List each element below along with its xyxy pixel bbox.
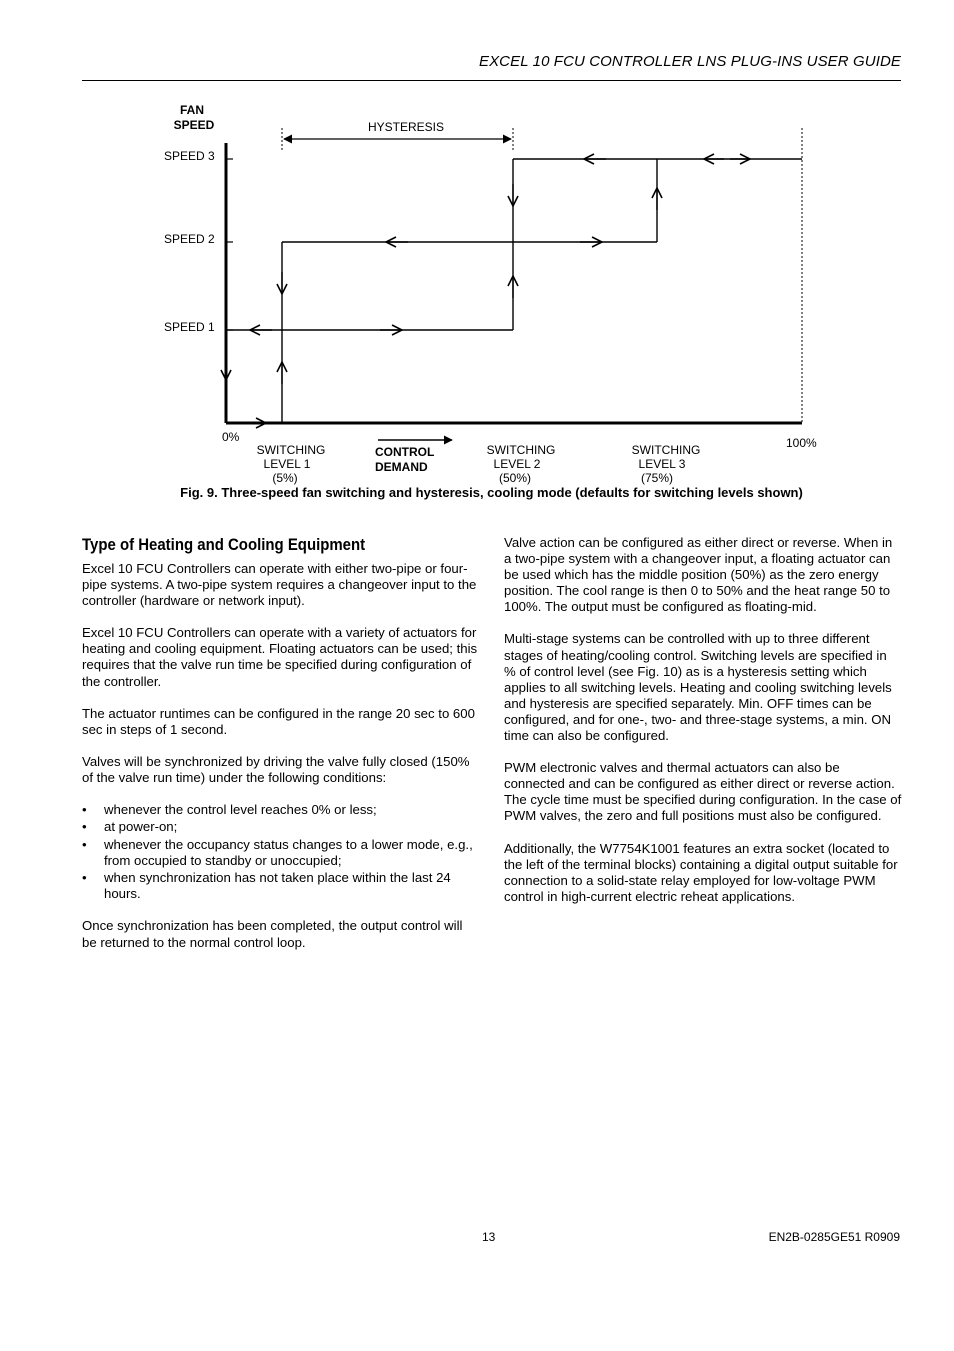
list-item: • when synchronization has not taken place within the last 24 hours. — [82, 870, 478, 902]
paragraph: Excel 10 FCU Controllers can operate with either two-pipe or four-pipe systems. A two-pipe system requires a changeover input to the controller (hardware or network input). — [82, 561, 477, 609]
left-column — [82, 535, 478, 967]
section-heading: Type of Heating and Cooling Equipment — [82, 535, 366, 554]
list-item: • whenever the occupancy status changes to a lower mode, e.g., from occupied to standby or unoccupied; — [82, 837, 478, 869]
figure-caption: Fig. 9. Three-speed fan switching and hysteresis, cooling mode (defaults for switching levels shown) — [180, 485, 803, 500]
paragraph: Once synchronization has been completed, the output control will be returned to the normal control loop. — [82, 918, 463, 950]
control-demand-label-1: CONTROL — [375, 445, 435, 459]
label-speed-1: SPEED 1 — [164, 320, 215, 334]
svg-text:(75%): (75%) — [640, 471, 674, 485]
control-demand-label-2: DEMAND — [375, 460, 428, 474]
paragraph: Multi-stage systems can be controlled with up to three different stages of heating/cooling control. Switching levels are specified in % of control level (see Fig. 10) as is a hysteresis setting which applies to all switching levels. Heating and cooling switching levels and hysteresis are specified separately. Min. OFF times can be configured, and for one-, two- and three-stage systems, a min. ON time can also be configured. — [504, 631, 892, 744]
right-column — [504, 535, 902, 921]
svg-text:(5%): (5%) — [272, 471, 298, 485]
paragraph: PWM electronic valves and thermal actuators can also be connected and can be configured as either direct or reverse action. The cycle time must be specified during configuration. In the case of PWM valves, the zero and full positions must also be configured. — [504, 760, 902, 824]
y-axis-title-1: FAN — [180, 103, 204, 117]
svg-text:(50%): (50%) — [498, 471, 532, 485]
label-speed-3: SPEED 3 — [164, 149, 215, 163]
header-title: EXCEL 10 FCU CONTROLLER LNS PLUG-INS USER GUIDE — [478, 53, 901, 70]
y-axis-title-2: SPEED — [173, 118, 215, 132]
fan-speed-diagram — [0, 0, 954, 520]
x-start-label: 0% — [222, 430, 240, 444]
switching-level-2-label — [487, 443, 556, 485]
x-end-label: 100% — [786, 436, 817, 450]
paragraph: The actuator runtimes can be configured in the range 20 sec to 600 sec in steps of 1 second. — [82, 705, 475, 737]
paragraph: Valves will be synchronized by driving the valve fully closed (150% of the valve run time) under the following conditions: — [82, 753, 470, 785]
switching-level-1-label — [257, 443, 326, 485]
paragraph: Additionally, the W7754K1001 features an extra socket (located to the left of the terminal blocks) containing a digital output suitable for connection to a solid-state relay employed for low-voltage PWM control in high-current electric reheat applications. — [504, 840, 898, 904]
svg-text:SWITCHING: SWITCHING — [256, 443, 326, 457]
svg-text:LEVEL 3: LEVEL 3 — [638, 457, 686, 471]
svg-text:SWITCHING: SWITCHING — [631, 443, 701, 457]
document-code: EN2B-0285GE51 R0909 — [768, 1230, 900, 1244]
hysteresis-label: HYSTERESIS — [367, 120, 445, 134]
switching-level-3-label — [632, 443, 701, 485]
svg-text:LEVEL 1: LEVEL 1 — [263, 457, 311, 471]
bullet-list — [82, 802, 478, 902]
label-speed-2: SPEED 2 — [164, 232, 215, 246]
paragraph: Valve action can be configured as either direct or reverse. When in a two-pipe system with a changeover input, a floating actuator can be used which has the middle position (50%) as the zero energy position. The cool range is then 0 to 50% and the heat range 50 to 100%. The output must be configured as floating-mid. — [504, 535, 893, 615]
svg-text:LEVEL 2: LEVEL 2 — [493, 457, 541, 471]
page-number: 13 — [482, 1230, 496, 1244]
svg-text:SWITCHING: SWITCHING — [486, 443, 556, 457]
paragraph: Excel 10 FCU Controllers can operate with a variety of actuators for heating and cooling equipment. Floating actuators can be used; this requires that the valve run time be specified during configuration of the controller. — [82, 625, 478, 689]
list-item: • whenever the control level reaches 0% or less; — [82, 802, 478, 818]
list-item: • at power-on; — [82, 819, 478, 835]
